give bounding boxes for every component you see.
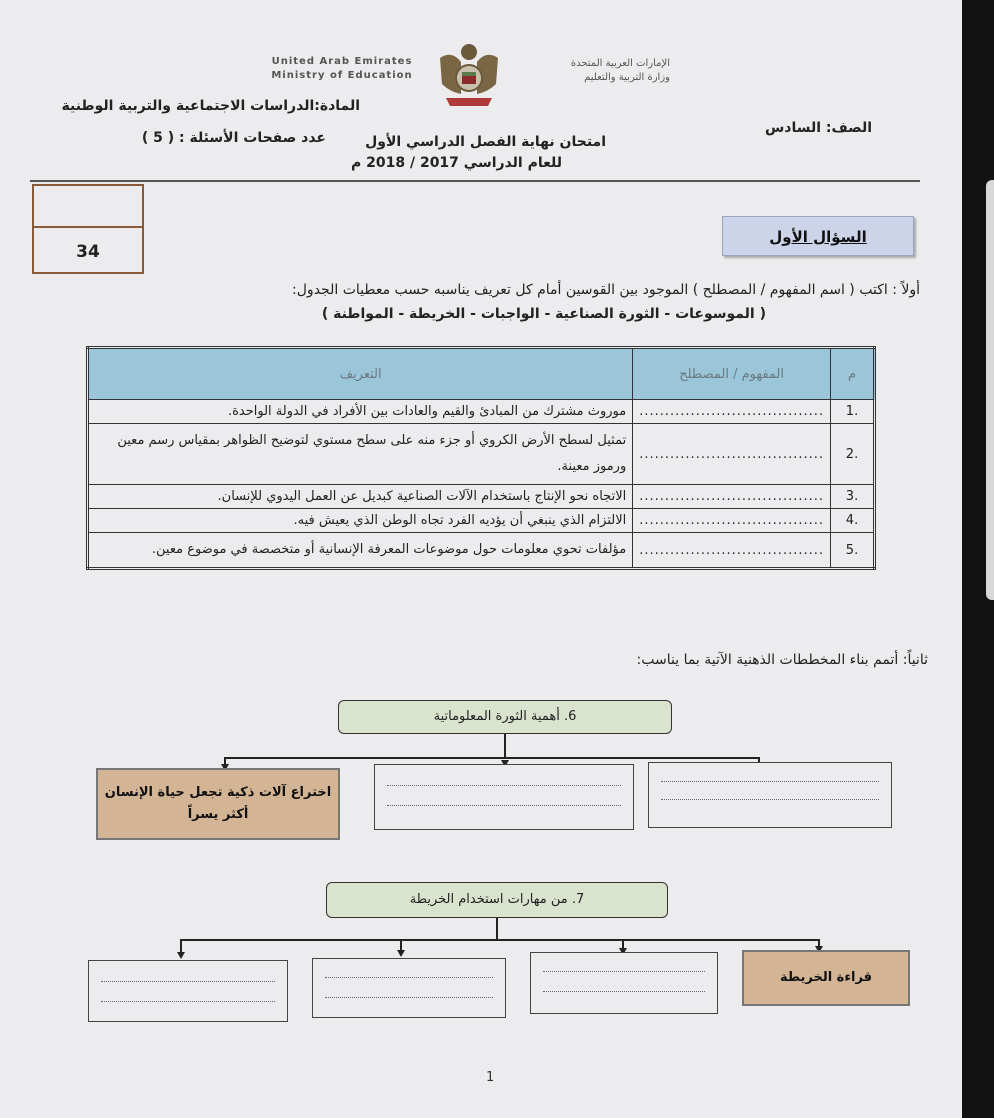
mindmap-7-blank-box[interactable] bbox=[312, 958, 506, 1018]
word-bank: ( الموسوعات - الثورة الصناعية - الواجبات - الخريطة - المواطنة ) bbox=[321, 306, 766, 322]
answer-blank[interactable]: .................................... bbox=[633, 400, 831, 424]
header-country-en: United Arab Emirates bbox=[271, 56, 413, 67]
answer-blank[interactable]: .................................... bbox=[633, 509, 831, 533]
mindmap-6-title: 6. أهمية الثورة المعلوماتية bbox=[338, 700, 672, 734]
instruction-first: أولاً : اكتب ( اسم المفهوم / المصطلح ) الموجود بين القوسين أمام كل تعريف يناسبه حسب معطيات الجدول: bbox=[292, 282, 920, 298]
pages-count: عدد صفحات الأسئلة : ( 5 ) bbox=[141, 130, 326, 146]
mindmap-6-given-answer: اختراع آلات ذكية تجعل حياة الإنسان أكثر يسراً bbox=[96, 768, 340, 840]
table-row: .4 .................................... الالتزام الذي ينبغي أن يؤديه الفرد تجاه الوطن الذي يعيش فيه. bbox=[88, 509, 875, 533]
header-ministry-en: Ministry of Education bbox=[271, 70, 413, 81]
table-row: .1 .................................... موروث مشترك من المبادئ والقيم والعادات بين الأفراد في الدولة الواحدة. bbox=[88, 400, 875, 424]
header-divider bbox=[30, 180, 920, 182]
instruction-second: ثانياً: أتمم بناء المخططات الذهنية الآتية بما يناسب: bbox=[636, 652, 928, 668]
mindmap-7-blank-box[interactable] bbox=[88, 960, 288, 1022]
uae-emblem-icon bbox=[432, 40, 506, 110]
col-header-number: م bbox=[831, 348, 875, 400]
page-number: 1 bbox=[486, 1070, 495, 1085]
table-header-row bbox=[88, 348, 875, 400]
table-row: .5 .................................... مؤلفات تحوي معلومات حول موضوعات المعرفة الإنسانية أو متخصصة في موضوع معين. bbox=[88, 533, 875, 569]
header-country-ar: الإمارات العربية المتحدة bbox=[570, 58, 670, 69]
score-value: 34 bbox=[76, 242, 100, 262]
grade-label: الصف: السادس bbox=[764, 120, 872, 136]
exam-title: امتحان نهاية الفصل الدراسي الأول bbox=[365, 134, 606, 150]
academic-year: للعام الدراسي 2017 / 2018 م bbox=[350, 155, 562, 171]
col-header-definition: التعريف bbox=[88, 348, 633, 400]
mindmap-7-blank-box[interactable] bbox=[530, 952, 718, 1014]
answer-blank[interactable]: .................................... bbox=[633, 533, 831, 569]
definitions-table bbox=[86, 346, 876, 570]
table-row: .3 .................................... الاتجاه نحو الإنتاج باستخدام الآلات الصناعية كبديل عن العمل اليدوي للإنسان. bbox=[88, 485, 875, 509]
col-header-concept: المفهوم / المصطلح bbox=[633, 348, 831, 400]
mindmap-7-given-answer: قراءة الخريطة bbox=[742, 950, 910, 1006]
mindmap-6-blank-box[interactable] bbox=[648, 762, 892, 828]
subject-label: المادة:الدراسات الاجتماعية والتربية الوطنية bbox=[61, 98, 360, 114]
mindmap-7-title: 7. من مهارات استخدام الخريطة bbox=[326, 882, 668, 918]
answer-blank[interactable]: .................................... bbox=[633, 485, 831, 509]
mindmap-6-blank-box[interactable] bbox=[374, 764, 634, 830]
screen-edge-tab bbox=[986, 180, 994, 600]
header-ministry-ar: وزارة التربية والتعليم bbox=[584, 72, 670, 83]
answer-blank[interactable]: .................................... bbox=[633, 424, 831, 485]
question-title: السؤال الأول bbox=[722, 216, 914, 256]
table-row: .2 .................................... تمثيل لسطح الأرض الكروي أو جزء منه على سطح مستوي لتوضيح الظواهر بمقياس رسم معين ورموز معينة. bbox=[88, 424, 875, 485]
score-box bbox=[32, 184, 144, 274]
